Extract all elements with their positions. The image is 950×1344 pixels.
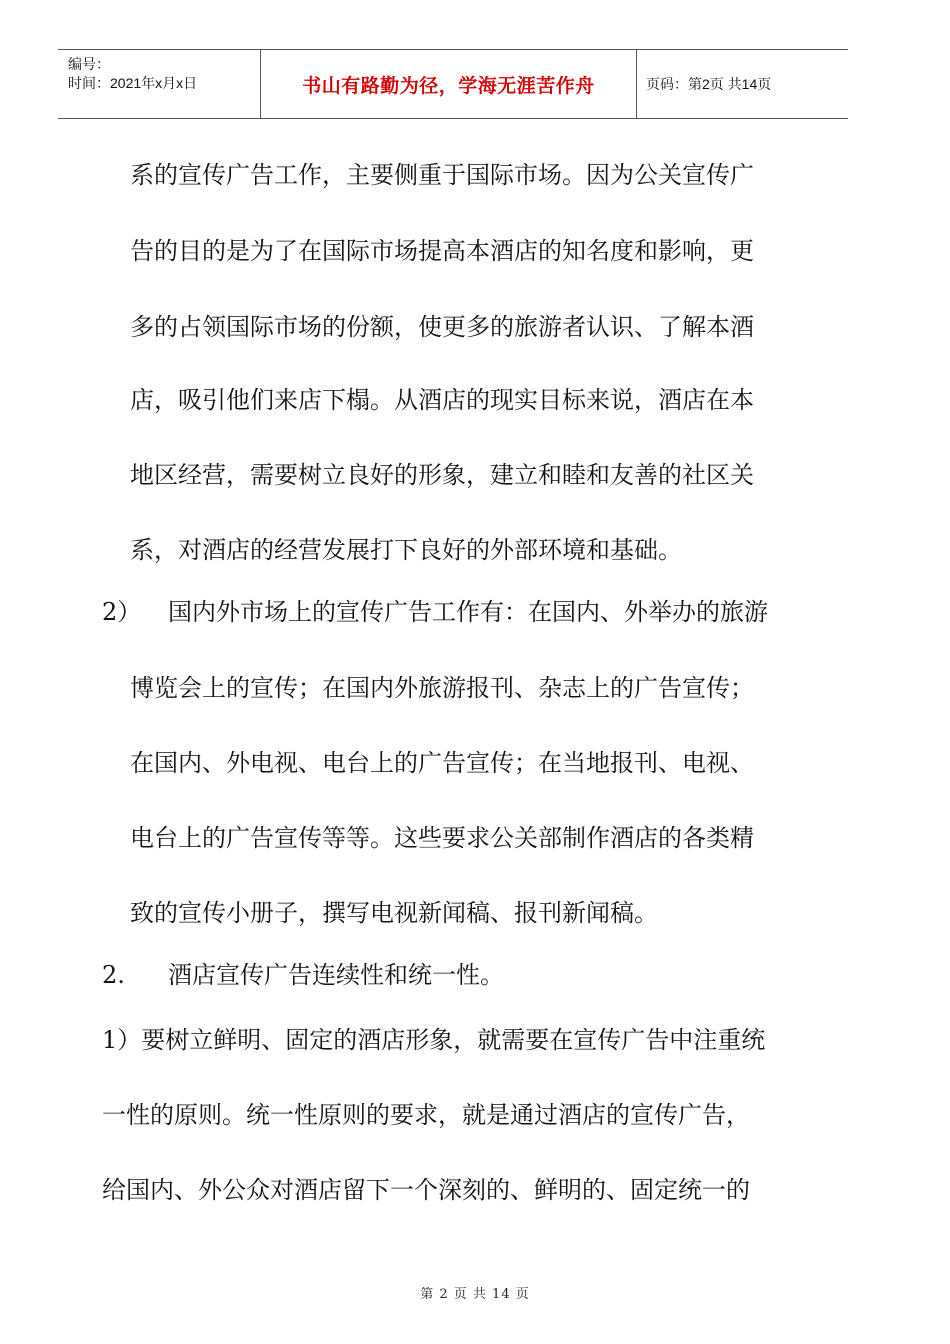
body-line: 在国内、外电视、电台上的广告宣传；在当地报刊、电视、 xyxy=(130,749,754,777)
header-page-info xyxy=(638,50,848,118)
serial-label: 编号： xyxy=(68,56,110,72)
page-info-text: 页码：第2页 共14页 xyxy=(646,76,772,92)
page-header xyxy=(58,49,848,119)
list-number: 2） xyxy=(102,598,142,626)
body-line: 店，吸引他们来店下榻。从酒店的现实目标来说，酒店在本 xyxy=(130,386,754,414)
body-line: 致的宣传小册子，撰写电视新闻稿、报刊新闻稿。 xyxy=(130,899,658,927)
body-line: 多的占领国际市场的份额，使更多的旅游者认识、了解本酒 xyxy=(130,313,754,341)
header-meta xyxy=(58,50,260,118)
body-line: 博览会上的宣传；在国内外旅游报刊、杂志上的广告宣传； xyxy=(130,674,754,702)
body-line: 国内外市场上的宣传广告工作有：在国内、外举办的旅游 xyxy=(168,598,768,626)
body-line: 系，对酒店的经营发展打下良好的外部环境和基础。 xyxy=(130,536,682,564)
body-line: 1）要树立鲜明、固定的酒店形象，就需要在宣传广告中注重统 xyxy=(102,1026,766,1054)
body-line: 一性的原则。统一性原则的要求，就是通过酒店的宣传广告， xyxy=(102,1101,750,1129)
section-title: 酒店宣传广告连续性和统一性。 xyxy=(168,961,504,989)
section-number: 2. xyxy=(102,961,125,989)
body-line: 地区经营，需要树立良好的形象，建立和睦和友善的社区关 xyxy=(130,461,754,489)
page-footer: 第 2 页 共 14 页 xyxy=(420,1287,530,1302)
body-line: 给国内、外公众对酒店留下一个深刻的、鲜明的、固定统一的 xyxy=(102,1176,750,1204)
time-label: 时间：2021年x月x日 xyxy=(68,75,198,91)
body-line: 系的宣传广告工作，主要侧重于国际市场。因为公关宣传广 xyxy=(130,161,754,189)
body-line: 告的目的是为了在国际市场提高本酒店的知名度和影响，更 xyxy=(130,237,754,265)
body-line: 电台上的广告宣传等等。这些要求公关部制作酒店的各类精 xyxy=(130,824,754,852)
header-motto xyxy=(260,50,637,118)
motto-text: 书山有路勤为径，学海无涯苦作舟 xyxy=(302,74,595,97)
